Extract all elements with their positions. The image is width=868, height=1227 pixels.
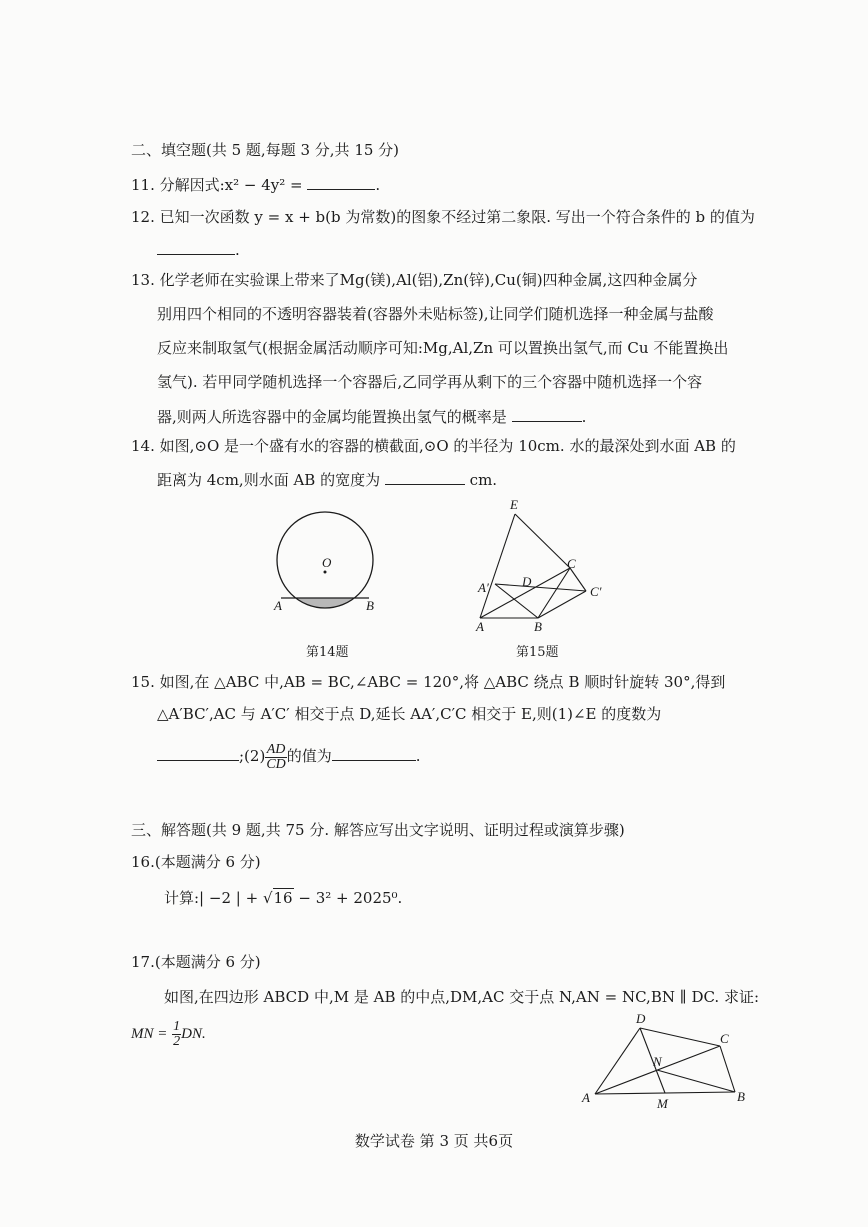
question-13-line-2: 别用四个相同的不透明容器装着(容器外未贴标签),让同学们随机选择一种金属与盐酸 bbox=[157, 305, 714, 323]
segment-dc bbox=[640, 1028, 720, 1046]
question-13-line-4: 氢气). 若甲同学随机选择一个容器后,乙同学再从剩下的三个容器中随机选择一个容 bbox=[157, 373, 703, 391]
figure-14-circle-diagram bbox=[270, 510, 382, 625]
question-15-line-1: 15. 如图,在 △ABC 中,AB = BC,∠ABC = 120°,将 △ABC 绕点 B 顺时针旋转 30°,得到 bbox=[131, 673, 726, 691]
answer-blank-13 bbox=[512, 407, 582, 422]
segment-bc1 bbox=[538, 591, 586, 618]
figure-17-quadrilateral-diagram bbox=[580, 1010, 755, 1112]
label-c: C bbox=[720, 1031, 729, 1046]
period: . bbox=[375, 176, 381, 194]
period: . bbox=[235, 241, 240, 259]
center-point bbox=[324, 571, 327, 574]
question-15-part-2: ;(2) bbox=[239, 747, 266, 765]
question-15-line-3 bbox=[157, 740, 421, 772]
question-17-line-2 bbox=[131, 1017, 206, 1050]
segment-bc bbox=[538, 568, 570, 618]
segment-bn bbox=[657, 1070, 735, 1092]
segment-ea bbox=[480, 514, 515, 618]
figure-14-caption: 第14题 bbox=[306, 645, 349, 660]
label-d: D bbox=[522, 574, 532, 589]
segment-ec bbox=[515, 514, 570, 568]
segment-cc1 bbox=[570, 568, 586, 591]
sqrt-radicand: 16 bbox=[273, 889, 293, 907]
fraction-one-half bbox=[172, 1020, 181, 1049]
answer-blank-15-1 bbox=[157, 746, 239, 761]
fraction-denominator: 2 bbox=[173, 1033, 181, 1049]
label-d: D bbox=[636, 1011, 646, 1026]
label-b: B bbox=[534, 619, 542, 634]
label-a-prime: A′ bbox=[478, 580, 489, 595]
page-footer: 数学试卷 第 3 页 共6页 bbox=[354, 1132, 514, 1150]
question-13-line-1: 13. 化学老师在实验课上带来了Mg(镁),Al(铝),Zn(锌),Cu(铜)四种金属,这四种金属分 bbox=[131, 271, 698, 289]
answer-blank-12 bbox=[157, 240, 235, 255]
label-a: A bbox=[274, 598, 282, 613]
answer-blank-14 bbox=[385, 470, 465, 485]
figure-15-rotation-diagram bbox=[470, 496, 610, 636]
figure-15-caption: 第15题 bbox=[516, 645, 559, 660]
question-14-line-2 bbox=[157, 470, 497, 489]
question-16-header: 16.(本题满分 6 分) bbox=[131, 853, 261, 871]
question-11-text: 11. 分解因式:x² − 4y² = bbox=[131, 176, 303, 194]
label-m: M bbox=[657, 1096, 668, 1111]
answer-blank-11 bbox=[307, 175, 375, 190]
question-12-line-1: 12. 已知一次函数 y = x + b(b 为常数)的图象不经过第二象限. 写出一个符合条件的 b 的值为 bbox=[131, 208, 755, 226]
section-3-title: 三、解答题(共 9 题,共 75 分. 解答应写出文字说明、证明过程或演算步骤) bbox=[131, 821, 625, 839]
expression-suffix: − 3² + 2025⁰. bbox=[298, 889, 403, 907]
label-a: A bbox=[476, 619, 484, 634]
fraction-numerator: AD bbox=[266, 741, 286, 757]
period: . bbox=[581, 408, 587, 426]
label-n: N bbox=[653, 1054, 662, 1069]
fraction-ad-over-cd bbox=[265, 743, 286, 772]
question-11 bbox=[131, 175, 380, 194]
question-15-line-2: △A′BC′,AC 与 A′C′ 相交于点 D,延长 AA′,C′C 相交于 E,则(1)∠E 的度数为 bbox=[157, 705, 662, 723]
question-14-unit: cm. bbox=[469, 471, 498, 489]
question-13-line-3: 反应来制取氢气(根据金属活动顺序可知:Mg,Al,Zn 可以置换出氢气,而 Cu 不能置换出 bbox=[157, 339, 729, 357]
expression-mn: MN = bbox=[131, 1026, 168, 1042]
label-c-prime: C′ bbox=[590, 584, 602, 599]
question-13-line-5-text: 器,则两人所选容器中的金属均能置换出氢气的概率是 bbox=[157, 408, 507, 426]
question-16-expression bbox=[164, 889, 402, 907]
section-2-title: 二、填空题(共 5 题,每题 3 分,共 15 分) bbox=[131, 141, 400, 159]
label-o: O bbox=[322, 555, 332, 570]
question-15-part-2-end: 的值为 bbox=[286, 747, 332, 765]
label-b: B bbox=[366, 598, 374, 613]
expression-dn: DN. bbox=[181, 1026, 206, 1042]
answer-blank-15-2 bbox=[332, 746, 416, 761]
question-17-line-1: 如图,在四边形 ABCD 中,M 是 AB 的中点,DM,AC 交于点 N,AN = NC,BN ∥ DC. 求证: bbox=[164, 988, 759, 1006]
question-12-answer bbox=[157, 240, 240, 259]
label-e: E bbox=[510, 497, 518, 512]
segment-ad bbox=[595, 1028, 640, 1094]
question-13-line-5 bbox=[157, 407, 586, 426]
sqrt-symbol: √ bbox=[262, 889, 273, 907]
question-14-line-2-text: 距离为 4cm,则水面 AB 的宽度为 bbox=[157, 471, 381, 489]
fraction-numerator: 1 bbox=[173, 1018, 181, 1034]
label-c: C bbox=[567, 556, 576, 571]
segment-cb bbox=[720, 1046, 735, 1092]
label-b: B bbox=[737, 1089, 745, 1104]
segment-a1c1 bbox=[495, 584, 586, 591]
period: . bbox=[415, 747, 421, 765]
label-a: A bbox=[582, 1090, 590, 1105]
fraction-denominator: CD bbox=[266, 756, 286, 772]
question-14-line-1: 14. 如图,⊙O 是一个盛有水的容器的横截面,⊙O 的半径为 10cm. 水的最深处到水面 AB 的 bbox=[131, 437, 736, 455]
question-17-header: 17.(本题满分 6 分) bbox=[131, 953, 261, 971]
expression-prefix: 计算:| −2 | + bbox=[164, 889, 259, 907]
